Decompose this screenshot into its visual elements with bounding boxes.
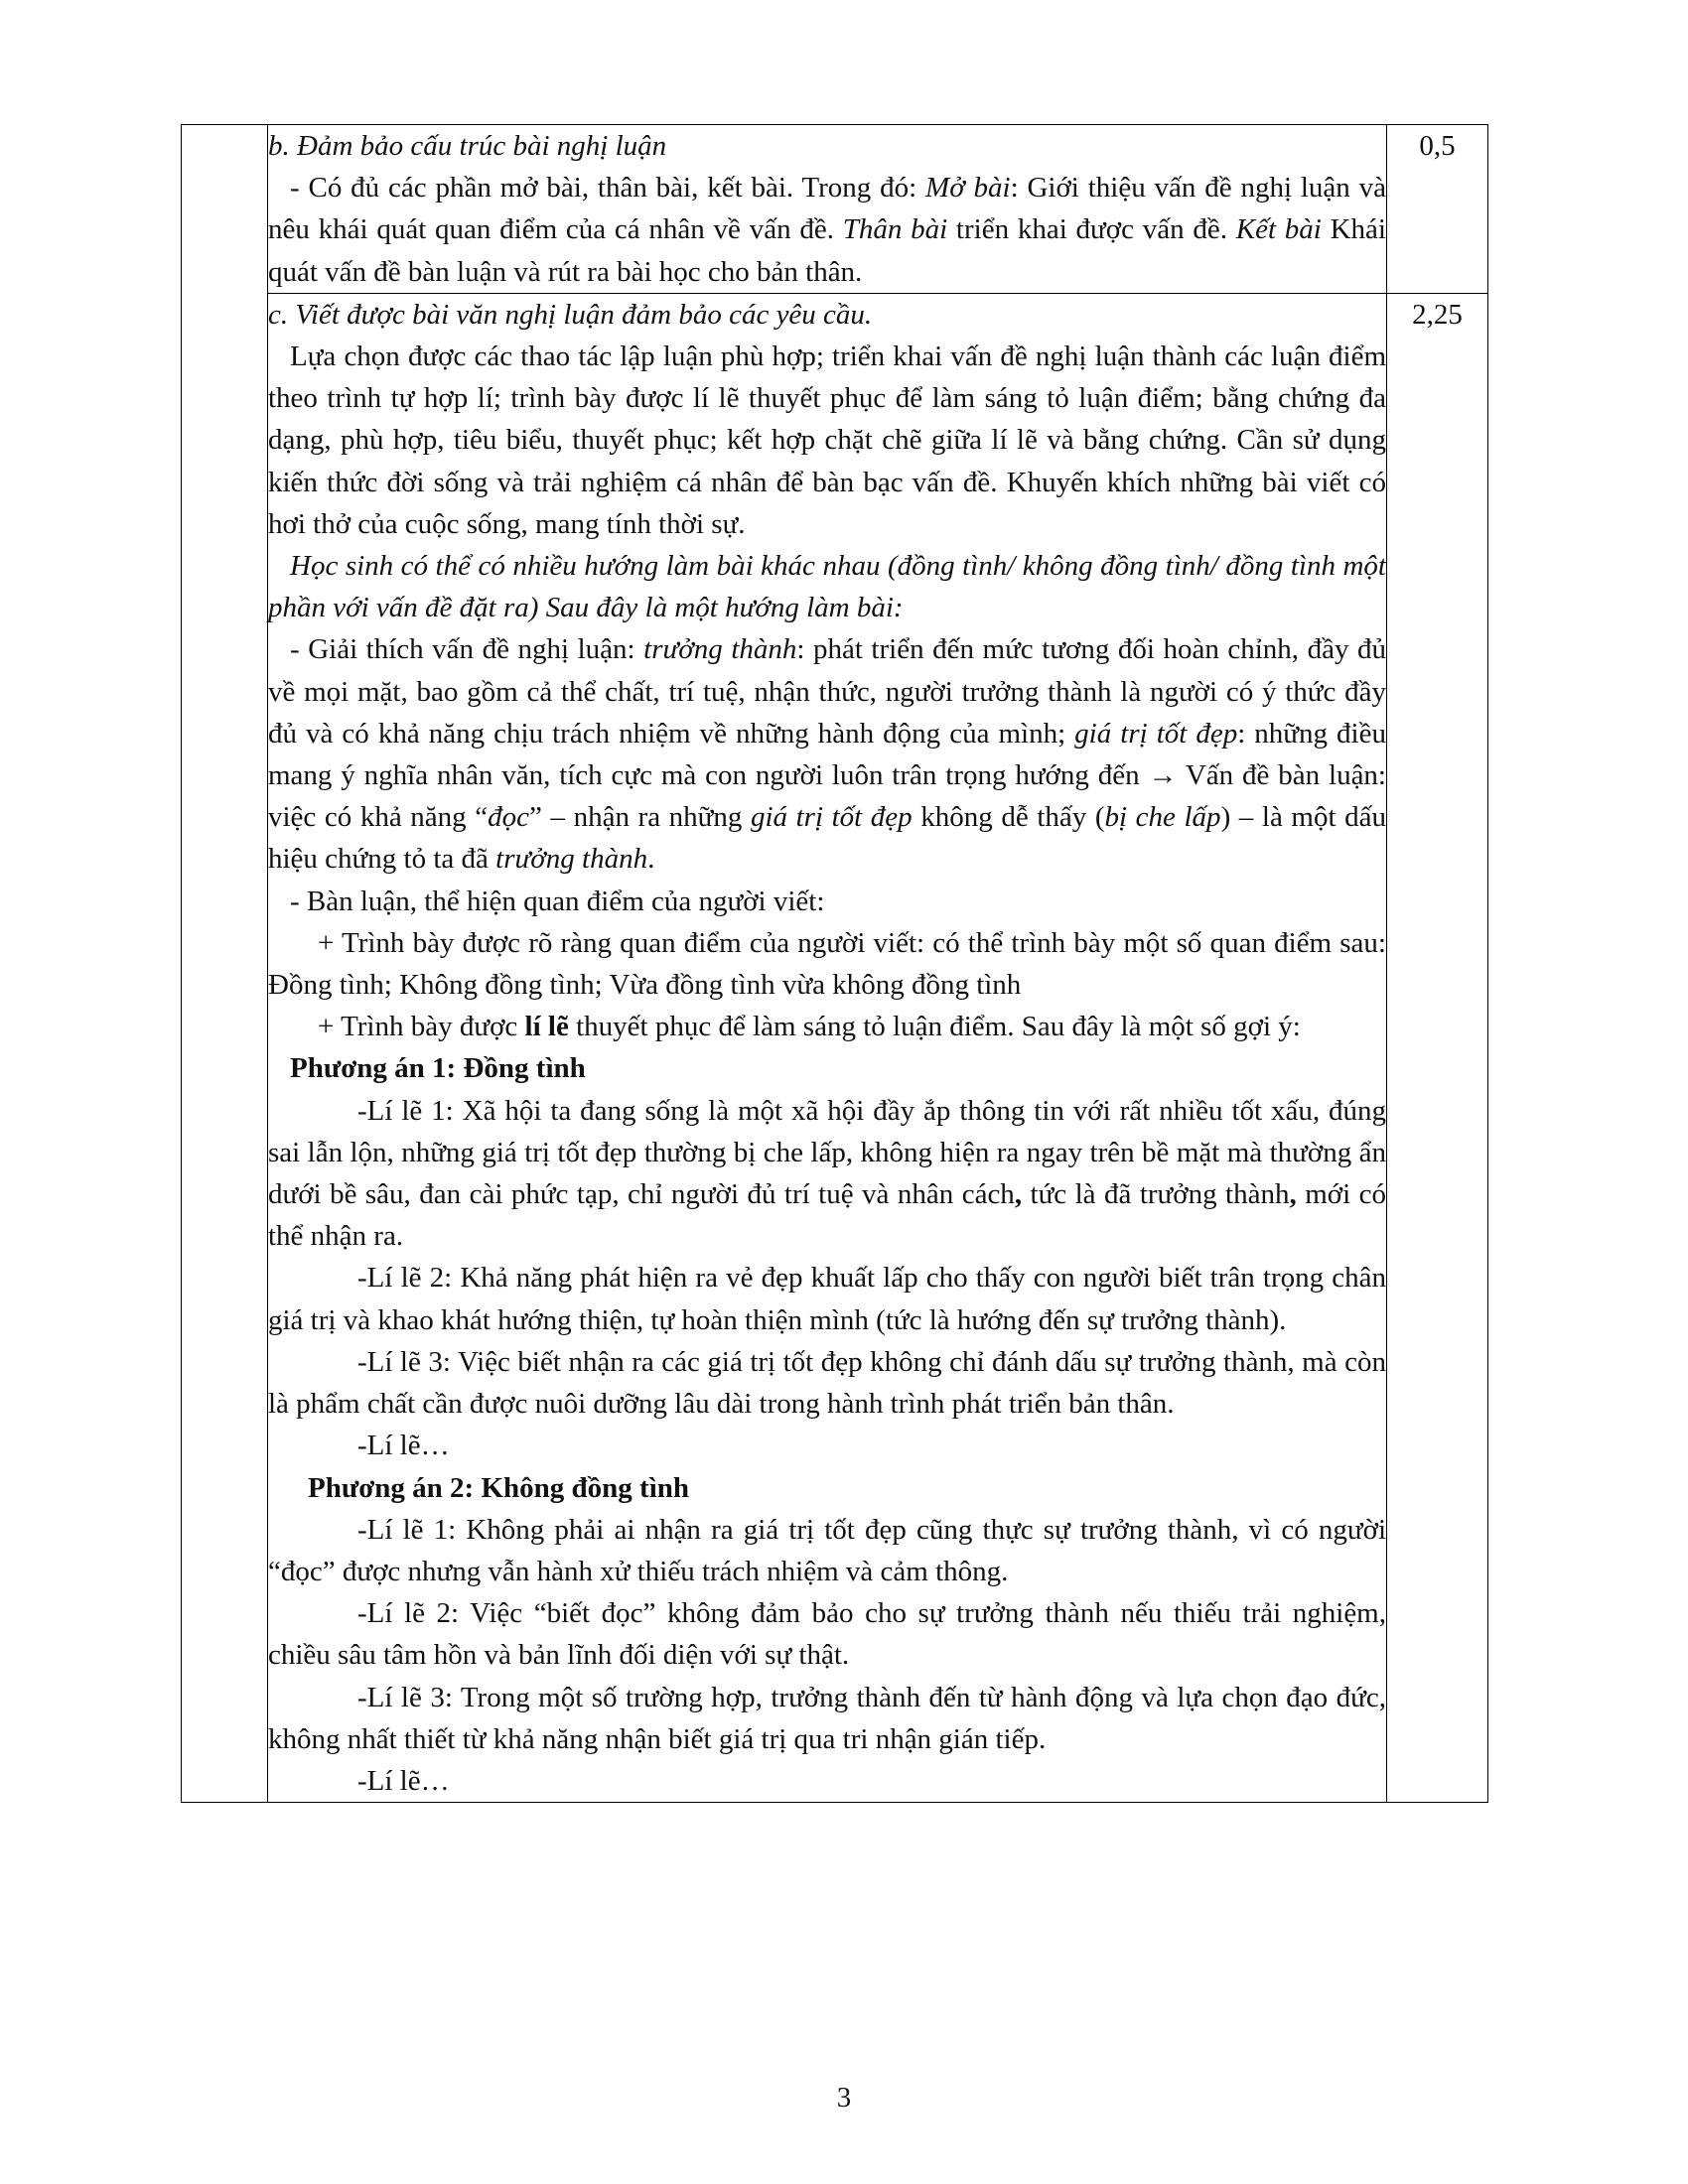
option-1-heading: Phương án 1: Đồng tình bbox=[290, 1052, 586, 1085]
text-run: , bbox=[1014, 1178, 1023, 1211]
text-run: + Trình bày được bbox=[318, 1011, 525, 1043]
explanation-paragraph bbox=[268, 628, 1386, 880]
text-run: trưởng thành bbox=[643, 633, 797, 666]
option-1-reason-2: -Lí lẽ 2: Khả năng phát hiện ra vẻ đẹp khuất lấp cho thấy con người biết trân trọng chân giá trị và khao khát hướng thiện, tự hoàn thiện mình (tức là hướng đến sự trưởng thành). bbox=[268, 1262, 1386, 1336]
text-run: giá trị tốt đẹp bbox=[1074, 717, 1238, 750]
grading-table bbox=[181, 124, 1488, 1803]
option-2-heading: Phương án 2: Không đồng tình bbox=[308, 1471, 690, 1504]
section-c-approach-note: Học sinh có thể có nhiều hướng làm bài khác nhau (đồng tình/ không đồng tình/ đồng tình một phần với vấn đề đặt ra) Sau đây là một hướng làm bài: bbox=[268, 550, 1386, 624]
section-b-heading: b. Đảm bảo cấu trúc bài nghị luận bbox=[268, 130, 667, 162]
text-run: -Lí lẽ 1: Xã hội ta đang sống là một xã hội đầy ắp thông tin với rất nhiều tốt xấu, đúng sai lẫn lộn, những giá trị tốt đẹp thường bị che lấp, không hiện ra ngay trên bề mặt mà thường ẩn dưới bề sâu, đan cài phức tạp, chỉ người đủ trí tuệ và nhân cách bbox=[268, 1094, 1386, 1211]
text-run: ) – là một dấu hiệu chứng tỏ ta đã bbox=[268, 801, 1386, 876]
text-run: - Có đủ các phần mở bài, thân bài, kết bài. Trong đó: bbox=[290, 172, 926, 205]
section-b-score: 0,5 bbox=[1387, 125, 1488, 294]
table-row bbox=[182, 125, 1488, 294]
text-run: mới có thể nhận ra. bbox=[268, 1178, 1386, 1253]
section-c-requirements: Lựa chọn được các thao tác lập luận phù hợp; triển khai vấn đề nghị luận thành các luận điểm theo trình tự hợp lí; trình bày được lí lẽ thuyết phục để làm sáng tỏ luận điểm; bằng chứng đa dạng, phù hợp, tiêu biểu, thuyết phục; kết hợp chặt chẽ giữa lí lẽ và bằng chứng. Cần sử dụng kiến thức đời sống và trải nghiệm cá nhân để bàn bạc vấn đề. Khuyến khích những bài viết có hơi thở của cuộc sống, mang tính thời sự. bbox=[268, 341, 1386, 540]
text-run: triển khai được vấn đề. bbox=[947, 213, 1236, 246]
discussion-intro: - Bàn luận, thể hiện quan điểm của người viết: bbox=[290, 885, 825, 917]
text-run: lí lẽ bbox=[524, 1011, 569, 1043]
reasoning-point bbox=[268, 1006, 1386, 1047]
section-c-cell bbox=[268, 293, 1387, 1802]
option-2-reason-3: -Lí lẽ 3: Trong một số trường hợp, trưởng thành đến từ hành động và lựa chọn đạo đức, không nhất thiết từ khả năng nhận biết giá trị qua tri nhận gián tiếp. bbox=[268, 1681, 1386, 1755]
section-c-heading: c. Viết được bài văn nghị luận đảm bảo các yêu cầu. bbox=[268, 298, 873, 331]
text-run: bị che lấp bbox=[1104, 801, 1221, 834]
text-run: . bbox=[647, 843, 655, 876]
option-1-reason-more: -Lí lẽ… bbox=[357, 1430, 450, 1462]
text-run: Thân bài bbox=[842, 213, 948, 246]
page-number: 3 bbox=[836, 2082, 852, 2114]
text-run: Kết bài bbox=[1235, 213, 1322, 246]
option-1-reason-1 bbox=[268, 1090, 1386, 1258]
text-run: không dễ thấy ( bbox=[912, 801, 1105, 834]
text-run: : phát triển đến mức tương đối hoàn chỉnh, đầy đủ về mọi mặt, bao gồm cả thể chất, trí tuệ, nhận thức, người trưởng thành là người có ý thức đầy đủ và có khả năng chịu trách nhiệm về những hành động của mình; bbox=[268, 633, 1386, 750]
option-2-reason-more: -Lí lẽ… bbox=[357, 1764, 450, 1797]
text-run: : Giới thiệu vấn đề nghị luận và nêu khái quát quan điểm của cá nhân về vấn đề. bbox=[268, 172, 1386, 246]
text-run: ” – nhận ra những bbox=[529, 801, 751, 834]
text-run: đọc bbox=[488, 801, 530, 834]
text-run: thuyết phục để làm sáng tỏ luận điểm. Sau đây là một số gợi ý: bbox=[568, 1011, 1301, 1043]
text-run: giá trị tốt đẹp bbox=[750, 801, 913, 834]
option-1-reason-3: -Lí lẽ 3: Việc biết nhận ra các giá trị tốt đẹp không chỉ đánh dấu sự trưởng thành, mà còn là phẩm chất cần được nuôi dưỡng lâu dài trong hành trình phát triển bản thân. bbox=[268, 1345, 1386, 1421]
text-run: Mở bài bbox=[925, 172, 1011, 205]
viewpoint-point: + Trình bày được rõ ràng quan điểm của người viết: có thể trình bày một số quan điểm sau: Đồng tình; Không đồng tình; Vừa đồng tình vừa không đồng tình bbox=[268, 926, 1386, 1002]
section-b-structure-text bbox=[268, 167, 1386, 293]
section-c-score: 2,25 bbox=[1387, 293, 1488, 1802]
text-run: trưởng thành bbox=[495, 843, 648, 876]
section-b-cell bbox=[268, 125, 1387, 294]
text-run: : những điều mang ý nghĩa nhân văn, tích cực mà con người luôn trân trọng hướng đến → Vấn đề bàn luận: việc có khả năng “ bbox=[268, 717, 1386, 834]
text-run: , bbox=[1289, 1178, 1297, 1211]
table-row bbox=[182, 293, 1488, 1802]
table-cell-empty bbox=[182, 125, 268, 1803]
text-run: tức là đã trưởng thành bbox=[1022, 1178, 1290, 1211]
text-run: - Giải thích vấn đề nghị luận: bbox=[290, 633, 644, 666]
option-2-reason-2: -Lí lẽ 2: Việc “biết đọc” không đảm bảo cho sự trưởng thành nếu thiếu trải nghiệm, chiều sâu tâm hồn và bản lĩnh đối diện với sự thật. bbox=[268, 1597, 1386, 1672]
option-2-reason-1: -Lí lẽ 1: Không phải ai nhận ra giá trị tốt đẹp cũng thực sự trưởng thành, vì có người “đọc” được nhưng vẫn hành xử thiếu trách nhiệm và cảm thông. bbox=[268, 1513, 1386, 1587]
text-run: Khái quát vấn đề bàn luận và rút ra bài học cho bản thân. bbox=[268, 213, 1386, 288]
